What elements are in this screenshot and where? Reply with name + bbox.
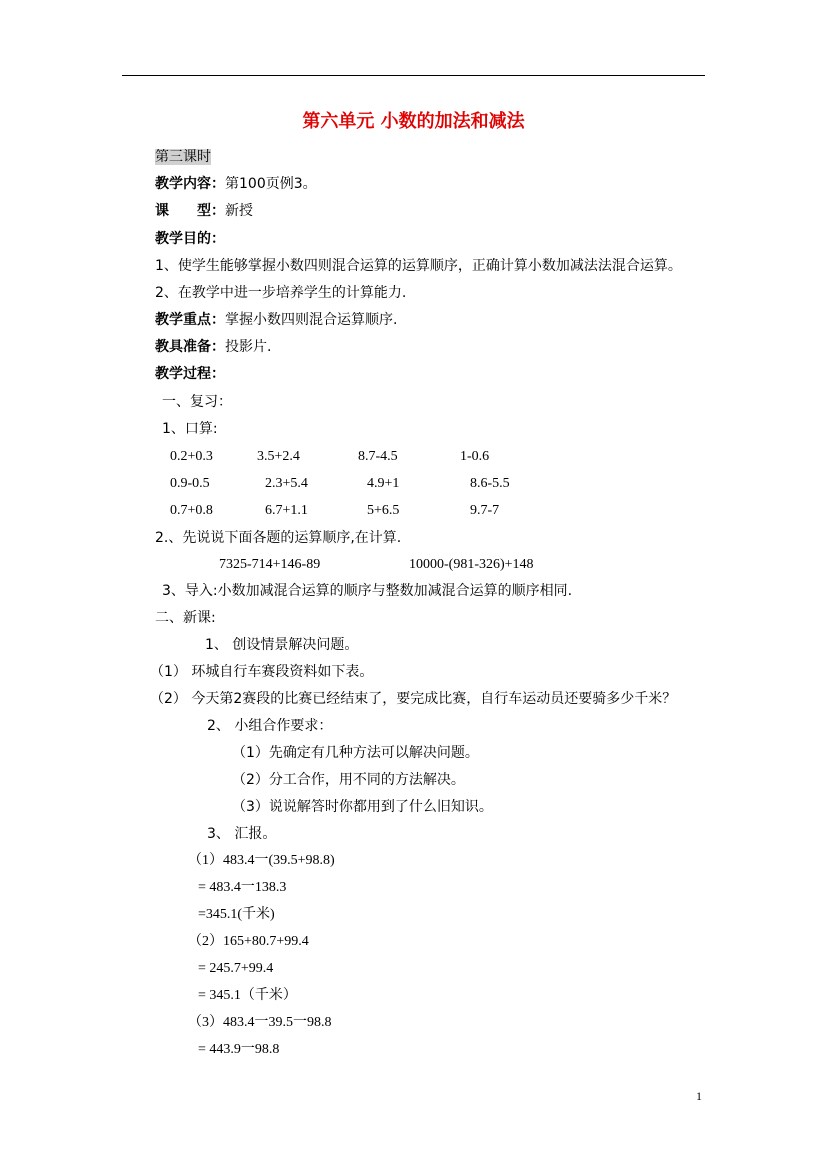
oral-cell: 8.6-5.5 [470,476,510,491]
page-number: 1 [696,1089,702,1103]
step-2-c: （3）说说解答时你都用到了什么旧知识。 [232,799,493,815]
step-1-a: （1） 环城自行车赛段资料如下表。 [150,664,374,680]
step-1: 1、 创设情景解决问题。 [205,637,359,653]
step-1-b: （2） 今天第2赛段的比赛已经结束了，要完成比赛，自行车运动员还要骑多少千米？ [150,691,677,707]
tools-value: 投影片. [225,339,272,355]
step-2-b: （2）分工合作，用不同的方法解决。 [232,772,465,788]
content-value: 第100页例3。 [225,176,317,192]
process-label: 教学过程： [155,366,225,382]
step-3: 3、 汇报。 [207,826,277,842]
oral-cell: 1-0.6 [460,449,490,464]
intro-line: 3、导入:小数加减混合运算的顺序与整数加减混合运算的顺序相同. [162,583,573,599]
goal-label: 教学目的： [155,231,225,247]
oral-cell: 4.9+1 [367,476,400,491]
oral-cell: 6.7+1.1 [265,503,308,518]
oral-cell: 3.5+2.4 [257,449,300,464]
key-value: 掌握小数四则混合运算顺序. [225,312,398,328]
type-value: 新授 [225,203,253,219]
report-line: = 345.1（千米） [198,988,297,1003]
lesson-tag-text: 第三课时 [155,149,211,165]
goal-2: 2、在教学中进一步培养学生的计算能力. [155,285,407,301]
report-line: = 443.9一98.8 [198,1042,280,1057]
tools-label: 教具准备： [155,339,225,355]
order-expr-2: 10000-(981-326)+148 [409,557,534,572]
step-2: 2、 小组合作要求： [207,718,333,734]
goal-1: 1、使学生能够掌握小数四则混合运算的运算顺序，正确计算小数加减法法混合运算。 [155,258,682,274]
oral-cell: 0.2+0.3 [170,449,213,464]
report-line: （3）483.4一39.5一98.8 [188,1015,332,1030]
header-rule [122,75,705,76]
content-label: 教学内容： [155,176,225,192]
report-line: （1）483.4一(39.5+98.8) [188,853,335,868]
key-line [155,311,397,329]
report-line: = 483.4一138.3 [198,880,287,895]
oral-cell: 2.3+5.4 [265,476,308,491]
oral-cell: 5+6.5 [367,503,400,518]
oral-cell: 0.7+0.8 [170,503,213,518]
new-lesson-heading: 二、新课: [155,610,216,626]
report-line: =345.1(千米) [198,907,275,922]
step-2-a: （1）先确定有几种方法可以解决问题。 [232,745,479,761]
oral-heading: 1、口算: [162,421,218,437]
key-label: 教学重点： [155,312,225,328]
oral-cell: 8.7-4.5 [358,449,398,464]
review-heading: 一、复习： [162,394,232,410]
content-line [155,175,317,193]
oral-cell: 9.7-7 [470,503,500,518]
type-label: 课 型： [155,203,225,219]
tools-line [155,338,271,356]
oral-cell: 0.9-0.5 [170,476,210,491]
report-line: （2）165+80.7+99.4 [188,934,309,949]
lesson-tag [155,148,211,166]
order-expr-1: 7325-714+146-89 [219,557,321,572]
order-task: 2.、先说说下面各题的运算顺序,在计算. [155,530,402,546]
report-line: = 245.7+99.4 [198,961,274,976]
page-title: 第六单元 小数的加法和减法 [302,111,525,132]
type-line [155,202,253,220]
